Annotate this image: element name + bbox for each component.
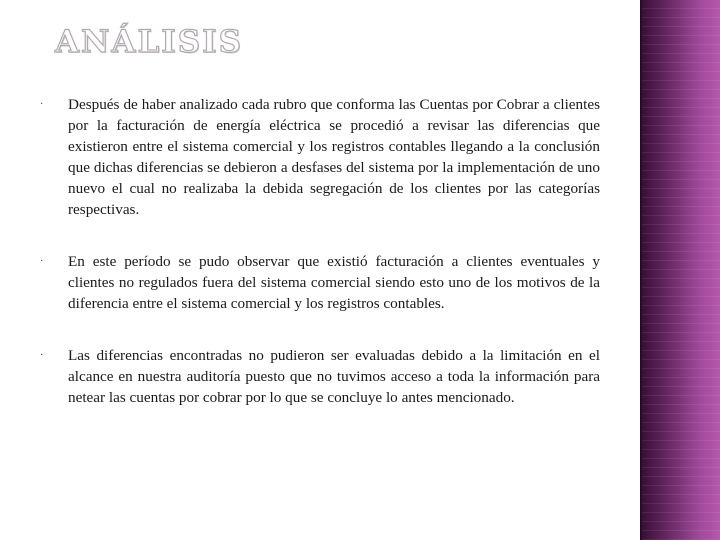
bullet-item-2 [40,251,600,314]
sidebar-stripes [642,0,720,540]
bullet-item-3 [40,345,600,408]
slide-title: ANÁLISIS [55,24,244,60]
bullet-dot-icon: · [40,256,44,267]
bullet-dot-icon: · [40,350,44,361]
decorative-sidebar [642,0,720,540]
bullet-text: Después de haber analizado cada rubro que conforma las Cuentas por Cobrar a clientes por la facturación de energía eléctrica se procedió a revisar las diferencias que existieron entre el sistema comercial y los registros contables llegando a la conclusión que dichas diferencias se debieron a desfases del sistema por la implementación de uno nuevo el cual no realizaba la debida segregación de los clientes por las categorías respectivas. [68,96,600,218]
bullet-dot-icon: · [40,99,44,110]
bullet-text: En este período se pudo observar que existió facturación a clientes eventuales y clientes no regulados fuera del sistema comercial siendo esto uno de los motivos de la diferencia entre el sistema comercial y los registros contables. [68,253,600,312]
bullet-text: Las diferencias encontradas no pudieron ser evaluadas debido a la limitación en el alcance en nuestra auditoría puesto que no tuvimos acceso a toda la información para netear las cuentas por cobrar por lo que se concluye lo antes mencionado. [68,347,600,406]
bullet-list [40,94,600,439]
bullet-item-1 [40,94,600,220]
